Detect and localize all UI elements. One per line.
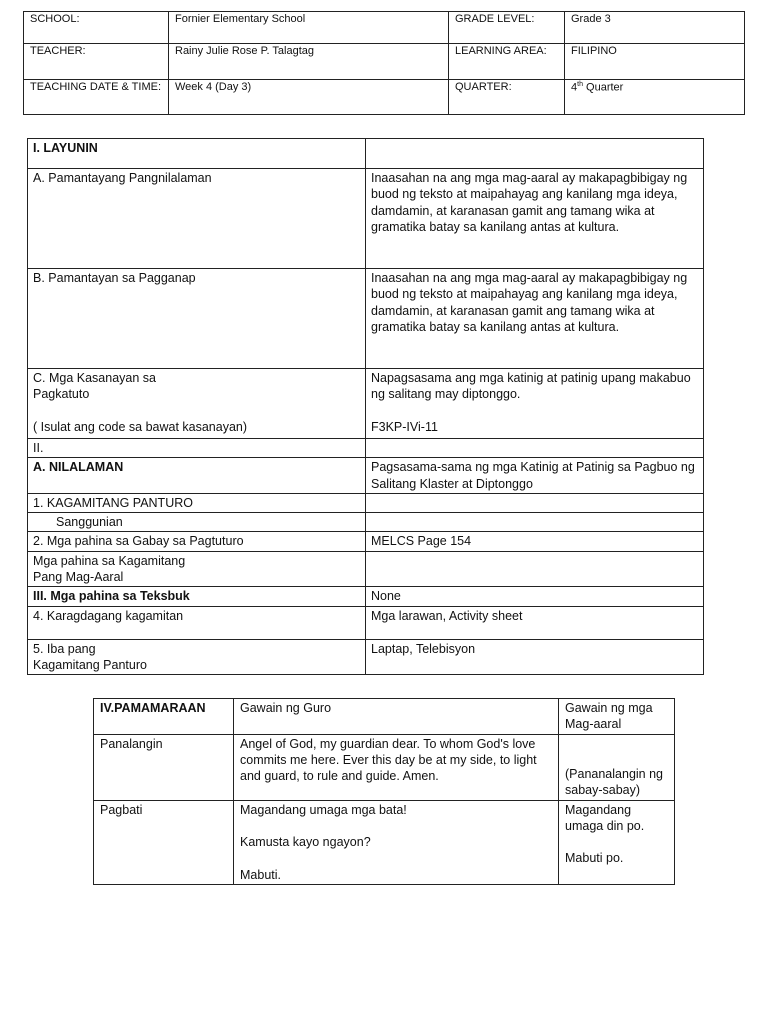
guro-header: Gawain ng Guro — [234, 699, 559, 735]
pamantayang-label: A. Pamantayang Pangnilalaman — [28, 169, 366, 269]
karagdagang-value: Mga larawan, Activity sheet — [366, 606, 704, 639]
pagbati-label: Pagbati — [94, 800, 234, 884]
teacher-value: Rainy Julie Rose P. Talagtag — [169, 44, 449, 80]
panalangin-magaaral: (Pananalangin ng sabay-sabay) — [559, 734, 675, 800]
sanggunian-empty — [366, 513, 704, 532]
header-row-date — [24, 80, 745, 115]
quarter-number: 4 — [571, 81, 578, 94]
ii-label: II. — [28, 439, 366, 458]
procedure-table — [93, 698, 675, 885]
pagbati-row — [94, 800, 675, 884]
iba-label: 5. Iba pang Kagamitang Panturo — [28, 639, 366, 675]
objectives-table — [27, 138, 704, 675]
grade-label: GRADE LEVEL: — [449, 12, 565, 44]
ii-row — [28, 439, 704, 458]
kagamitang-row — [28, 551, 704, 587]
gabay-value: MELCS Page 154 — [366, 532, 704, 551]
date-value: Week 4 (Day 3) — [169, 80, 449, 115]
kagamitang-empty — [366, 551, 704, 587]
teksbuk-row — [28, 587, 704, 606]
pagbati-magaaral: Magandang umaga din po. Mabuti po. — [559, 800, 675, 884]
panalangin-label: Panalangin — [94, 734, 234, 800]
school-value: Fornier Elementary School — [169, 12, 449, 44]
grade-value: Grade 3 — [565, 12, 745, 44]
procedure-header-row — [94, 699, 675, 735]
panalangin-row — [94, 734, 675, 800]
ii-empty — [366, 439, 704, 458]
layunin-title: I. LAYUNIN — [28, 139, 366, 169]
quarter-suffix: th — [577, 81, 583, 88]
area-label: LEARNING AREA: — [449, 44, 565, 80]
panalangin-guro: Angel of God, my guardian dear. To whom God's love commits me here. Ever this day be at my side, to light and guard, to rule and guide. Amen. — [234, 734, 559, 800]
kagamitang-label: Mga pahina sa Kagamitang Pang Mag-Aaral — [28, 551, 366, 587]
kasanayan-value: Napagsasama ang mga katinig at patinig upang makabuo ng salitang may diptonggo. F3KP-IVi-11 — [366, 369, 704, 439]
sanggunian-label: Sanggunian — [28, 513, 366, 532]
pagganap-value: Inaasahan na ang mga mag-aaral ay makapagbibigay ng buod ng teksto at maipahayag ang kanilang mga ideya, damdamin, at karanasan gamit ang tamang wika at gramatika batay sa kanilang antas at kultura. — [366, 269, 704, 369]
teksbuk-label: III. Mga pahina sa Teksbuk — [28, 587, 366, 606]
date-label: TEACHING DATE & TIME: — [24, 80, 169, 115]
pagganap-label: B. Pamantayan sa Pagganap — [28, 269, 366, 369]
teacher-label: TEACHER: — [24, 44, 169, 80]
quarter-word: Quarter — [582, 81, 624, 94]
kagamitan-row — [28, 493, 704, 512]
header-row-teacher — [24, 44, 745, 80]
kasanayan-row — [28, 369, 704, 439]
school-label: SCHOOL: — [24, 12, 169, 44]
nilalaman-row — [28, 458, 704, 494]
kagamitan-empty — [366, 493, 704, 512]
pamamaraan-title: IV.PAMAMARAAN — [94, 699, 234, 735]
nilalaman-value: Pagsasama-sama ng mga Katinig at Patinig sa Pagbuo ng Salitang Klaster at Diptonggo — [366, 458, 704, 494]
kagamitan-label: 1. KAGAMITANG PANTURO — [28, 493, 366, 512]
sanggunian-row — [28, 513, 704, 532]
iba-value: Laptap, Telebisyon — [366, 639, 704, 675]
area-value: FILIPINO — [565, 44, 745, 80]
quarter-label: QUARTER: — [449, 80, 565, 115]
pagganap-row — [28, 269, 704, 369]
teksbuk-value: None — [366, 587, 704, 606]
kasanayan-label: C. Mga Kasanayan sa Pagkatuto ( Isulat ang code sa bawat kasanayan) — [28, 369, 366, 439]
pamantayang-row — [28, 169, 704, 269]
pamantayang-value: Inaasahan na ang mga mag-aaral ay makapagbibigay ng buod ng teksto at maipahayag ang kanilang mga ideya, damdamin, at karanasan gamit ang tamang wika at gramatika batay sa kanilang antas at kultura. — [366, 169, 704, 269]
nilalaman-label: A. NILALAMAN — [28, 458, 366, 494]
gabay-label: 2. Mga pahina sa Gabay sa Pagtuturo — [28, 532, 366, 551]
karagdagang-row — [28, 606, 704, 639]
quarter-value — [565, 80, 745, 115]
header-table — [23, 11, 745, 115]
gabay-row — [28, 532, 704, 551]
magaaral-header: Gawain ng mga Mag-aaral — [559, 699, 675, 735]
layunin-empty — [366, 139, 704, 169]
iba-row — [28, 639, 704, 675]
layunin-row — [28, 139, 704, 169]
karagdagang-label: 4. Karagdagang kagamitan — [28, 606, 366, 639]
pagbati-guro: Magandang umaga mga bata! Kamusta kayo ngayon? Mabuti. — [234, 800, 559, 884]
header-row-school — [24, 12, 745, 44]
